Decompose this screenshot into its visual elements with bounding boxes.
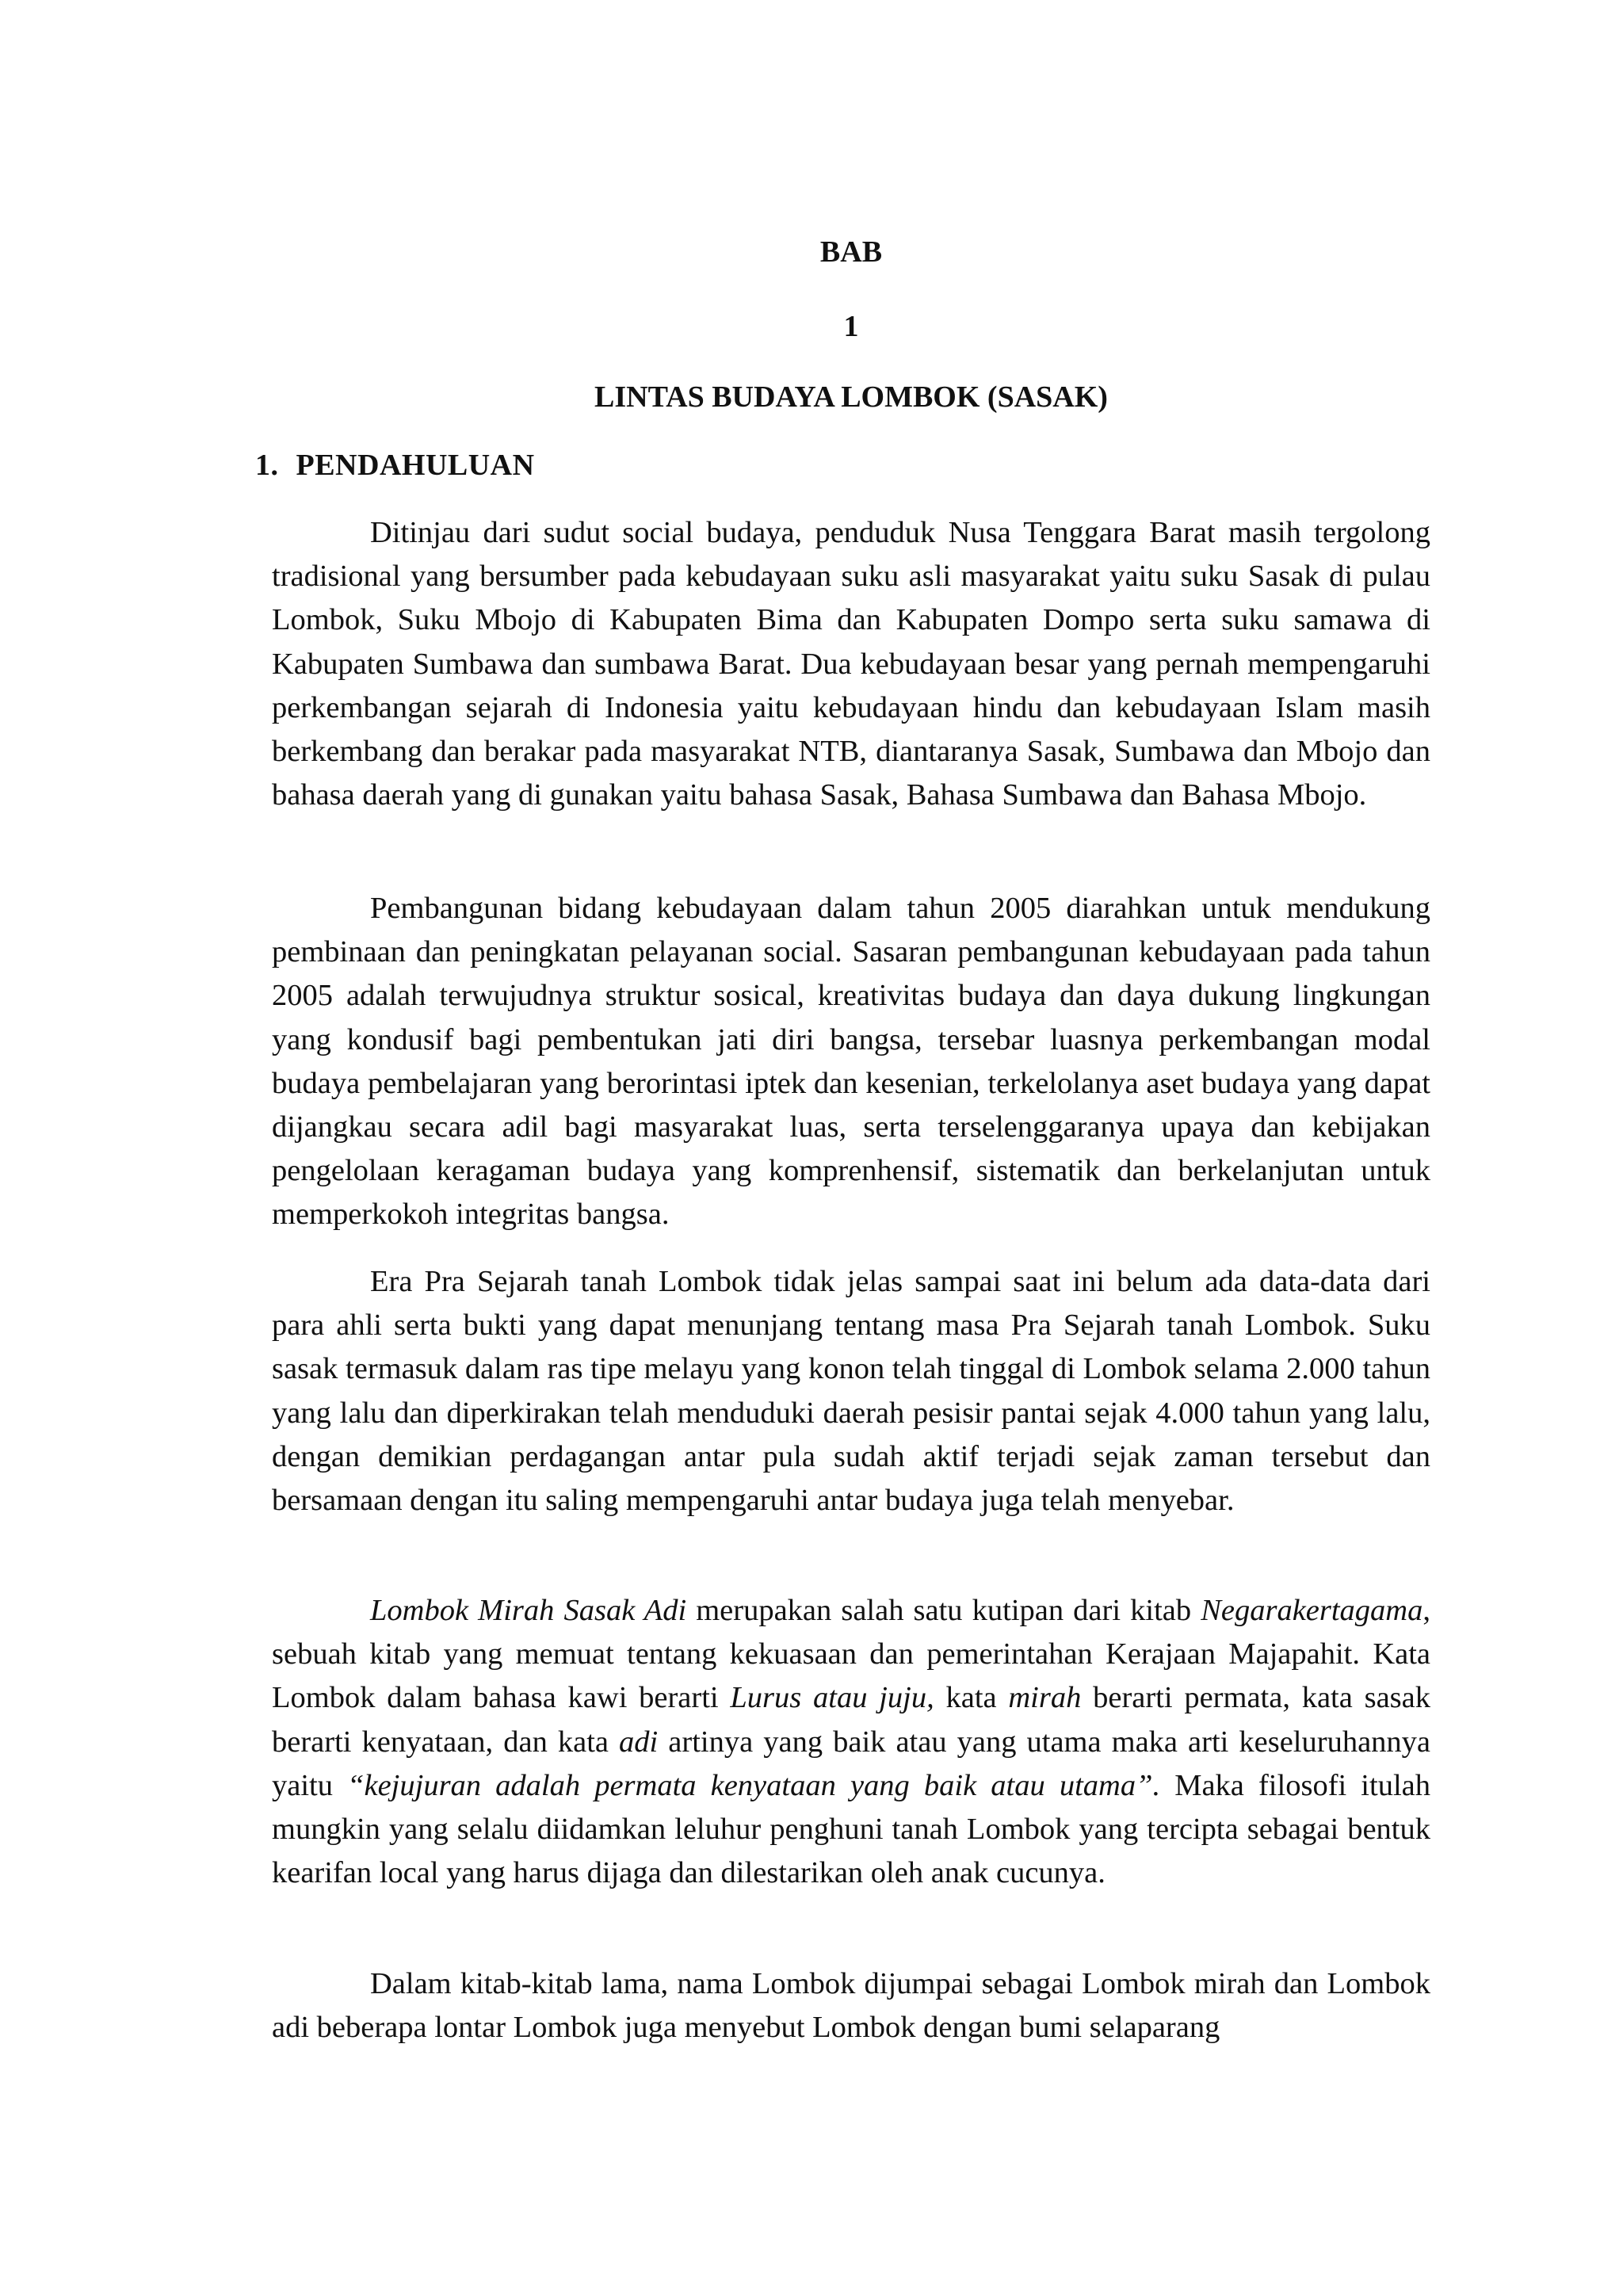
text-run: Maka filosofi itulah mungkin yang selalu diidamkan leluhur penghuni tanah Lombok yang tercipta sebagai bentuk kearifan local yang harus dijaga dan dilestarikan oleh anak cucunya. <box>272 1768 1430 1890</box>
chapter-number: 1 <box>843 310 859 343</box>
italic-negarakertagama: Negarakertagama <box>1201 1594 1423 1627</box>
paragraph-3: Era Pra Sejarah tanah Lombok tidak jelas sampai saat ini belum ada data-data dari para ahli serta bukti yang dapat menunjang tentang masa Pra Sejarah tanah Lombok. Suku sasak termasuk dalam ras tipe melayu yang konon telah tinggal di Lombok selama 2.000 tahun yang lalu dan diperkirakan telah menduduki daerah pesisir pantai sejak 4.000 tahun yang lalu, dengan demikian perdagangan antar pula sudah aktif terjadi sejak zaman tersebut dan bersamaan dengan itu saling mempengaruhi antar budaya juga telah menyebar. <box>272 1265 1430 1518</box>
text-run: artinya yang baik atau yang utama maka arti keseluruhannya yaitu <box>272 1725 1430 1802</box>
chapter-title: LINTAS BUDAYA LOMBOK (SASAK) <box>594 380 1108 414</box>
text-run: , sebuah kitab yang memuat tentang kekuasaan dan pemerintahan Kerajaan Majapahit. Kata Lombok dalam bahasa kawi berarti <box>272 1594 1430 1715</box>
italic-mirah: mirah <box>1008 1681 1082 1715</box>
paragraph-5: Dalam kitab-kitab lama, nama Lombok dijumpai sebagai Lombok mirah dan Lombok adi beberapa lontar Lombok juga menyebut Lombok dengan bumi selaparang <box>272 1967 1430 2045</box>
paragraph-4 <box>272 1589 1430 1895</box>
section-number: 1. <box>255 449 279 482</box>
text-run: kata <box>934 1681 1009 1715</box>
section-title: PENDAHULUAN <box>296 449 535 482</box>
paragraph-2: Pembangunan bidang kebudayaan dalam tahun 2005 diarahkan untuk mendukung pembinaan dan peningkatan pelayanan social. Sasaran pembangunan kebudayaan pada tahun 2005 adalah terwujudnya struktur sosical, kreativitas budaya dan daya dukung lingkungan yang kondusif bagi pembentukan jati diri bangsa, tersebar luasnya perkembangan modal budaya pembelajaran yang berorintasi iptek dan kesenian, terkelolanya aset budaya yang dapat dijangkau secara adil bagi masyarakat luas, serta terselenggaranya upaya dan kebijakan pengelolaan keragaman budaya yang komprenhensif, sistematik dan berkelanjutan untuk memperkokoh integritas bangsa. <box>272 892 1430 1232</box>
chapter-label: BAB <box>819 235 883 269</box>
italic-phrase-lombok-mirah: Lombok Mirah Sasak Adi <box>370 1594 687 1627</box>
section-heading <box>255 448 535 483</box>
text-run: merupakan salah satu kutipan dari kitab <box>686 1594 1201 1627</box>
italic-lurus: Lurus atau juju, <box>730 1681 934 1715</box>
paragraph-1: Ditinjau dari sudut social budaya, penduduk Nusa Tenggara Barat masih tergolong tradisional yang bersumber pada kebudayaan suku asli masyarakat yaitu suku Sasak di pulau Lombok, Suku Mbojo di Kabupaten Bima dan Kabupaten Dompo serta suku samawa di Kabupaten Sumbawa dan sumbawa Barat. Dua kebudayaan besar yang pernah mempengaruhi perkembangan sejarah di Indonesia yaitu kebudayaan hindu dan kebudayaan Islam masih berkembang dan berakar pada masyarakat NTB, diantaranya Sasak, Sumbawa dan Mbojo dan bahasa daerah yang di gunakan yaitu bahasa Sasak, Bahasa Sumbawa dan Bahasa Mbojo. <box>272 516 1430 812</box>
italic-adi: adi <box>619 1725 659 1759</box>
italic-quote: “kejujuran adalah permata kenyataan yang baik atau utama”. <box>347 1768 1161 1802</box>
text-run: berarti permata, kata sasak berarti kenyataan, dan kata <box>272 1681 1430 1759</box>
